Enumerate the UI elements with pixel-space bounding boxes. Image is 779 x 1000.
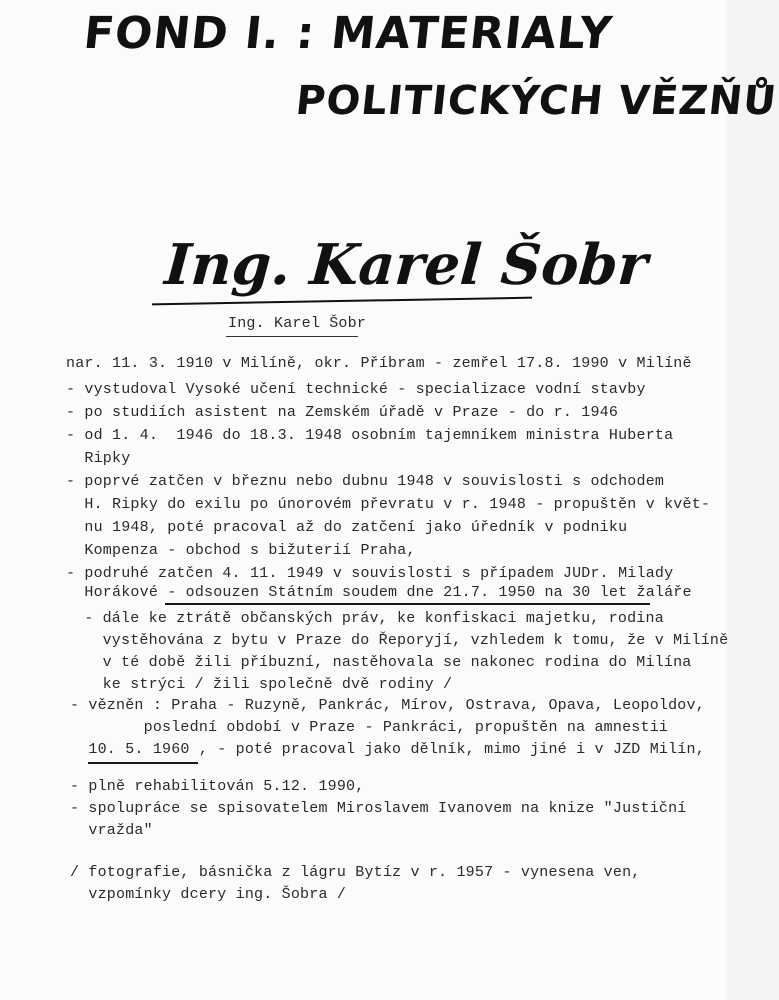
text-line-sentence: Horákové - odsouzen Státním soudem dne 21.7. 1950 na 30 let žaláře	[66, 584, 692, 601]
text-line: vystěhována z bytu v Praze do Řeporyjí, vzhledem k tomu, že v Milíně	[75, 632, 729, 649]
handwritten-name-title: Ing. Karel Šobr	[162, 232, 650, 298]
typed-heading-underline	[226, 336, 358, 337]
text-line: - poprvé zatčen v březnu nebo dubnu 1948 v souvislosti s odchodem	[66, 473, 665, 490]
text-line: poslední období v Praze - Pankráci, propuštěn na amnestii	[70, 719, 669, 736]
release-date-underline	[88, 762, 198, 764]
text-line: - po studiích asistent na Zemském úřadě v Praze - do r. 1946	[66, 404, 619, 421]
text-line: Ripky	[66, 450, 131, 467]
text-line: ke strýci / žili společně dvě rodiny /	[75, 676, 453, 693]
sentence-underline	[165, 603, 650, 605]
text-line: - od 1. 4. 1946 do 18.3. 1948 osobním tajemníkem ministra Huberta	[66, 427, 674, 444]
text-line: - podruhé zatčen 4. 11. 1949 v souvislosti s případem JUDr. Milady	[66, 565, 674, 582]
text-line-release: 10. 5. 1960 , - poté pracoval jako dělník, mimo jiné i v JZD Milín,	[70, 741, 705, 758]
text-line-note: vzpomínky dcery ing. Šobra /	[70, 886, 347, 903]
text-line-birth: nar. 11. 3. 1910 v Milíně, okr. Příbram - zemřel 17.8. 1990 v Milíně	[66, 355, 692, 372]
text-line: nu 1948, poté pracoval až do zatčení jako úředník v podniku	[66, 519, 628, 536]
text-line: - dále ke ztrátě občanských práv, ke konfiskaci majetku, rodina	[75, 610, 664, 627]
text-line-note: / fotografie, básnička z lágru Bytíz v r. 1957 - vynesena ven,	[70, 864, 641, 881]
text-line: Kompenza - obchod s bižuterií Praha,	[66, 542, 416, 559]
text-line: - vystudoval Vysoké učení technické - specializace vodní stavby	[66, 381, 646, 398]
typed-heading: Ing. Karel Šobr	[228, 315, 367, 332]
handwritten-fond-heading: FOND I. : MATERIALY	[81, 8, 615, 59]
text-line: - spolupráce se spisovatelem Miroslavem Ivanovem na knize "Justiční	[70, 800, 687, 817]
handwritten-fond-subheading: POLITICKÝCH VĚZŇŮ	[293, 78, 779, 124]
text-line: H. Ripky do exilu po únorovém převratu v r. 1948 - propuštěn v květ-	[66, 496, 711, 513]
text-line: v té době žili příbuzní, nastěhovala se nakonec rodina do Milína	[75, 654, 692, 671]
text-line: - plně rehabilitován 5.12. 1990,	[70, 778, 365, 795]
text-line: vražda"	[70, 822, 153, 839]
text-line: - vězněn : Praha - Ruzyně, Pankrác, Mírov, Ostrava, Opava, Leopoldov,	[70, 697, 705, 714]
